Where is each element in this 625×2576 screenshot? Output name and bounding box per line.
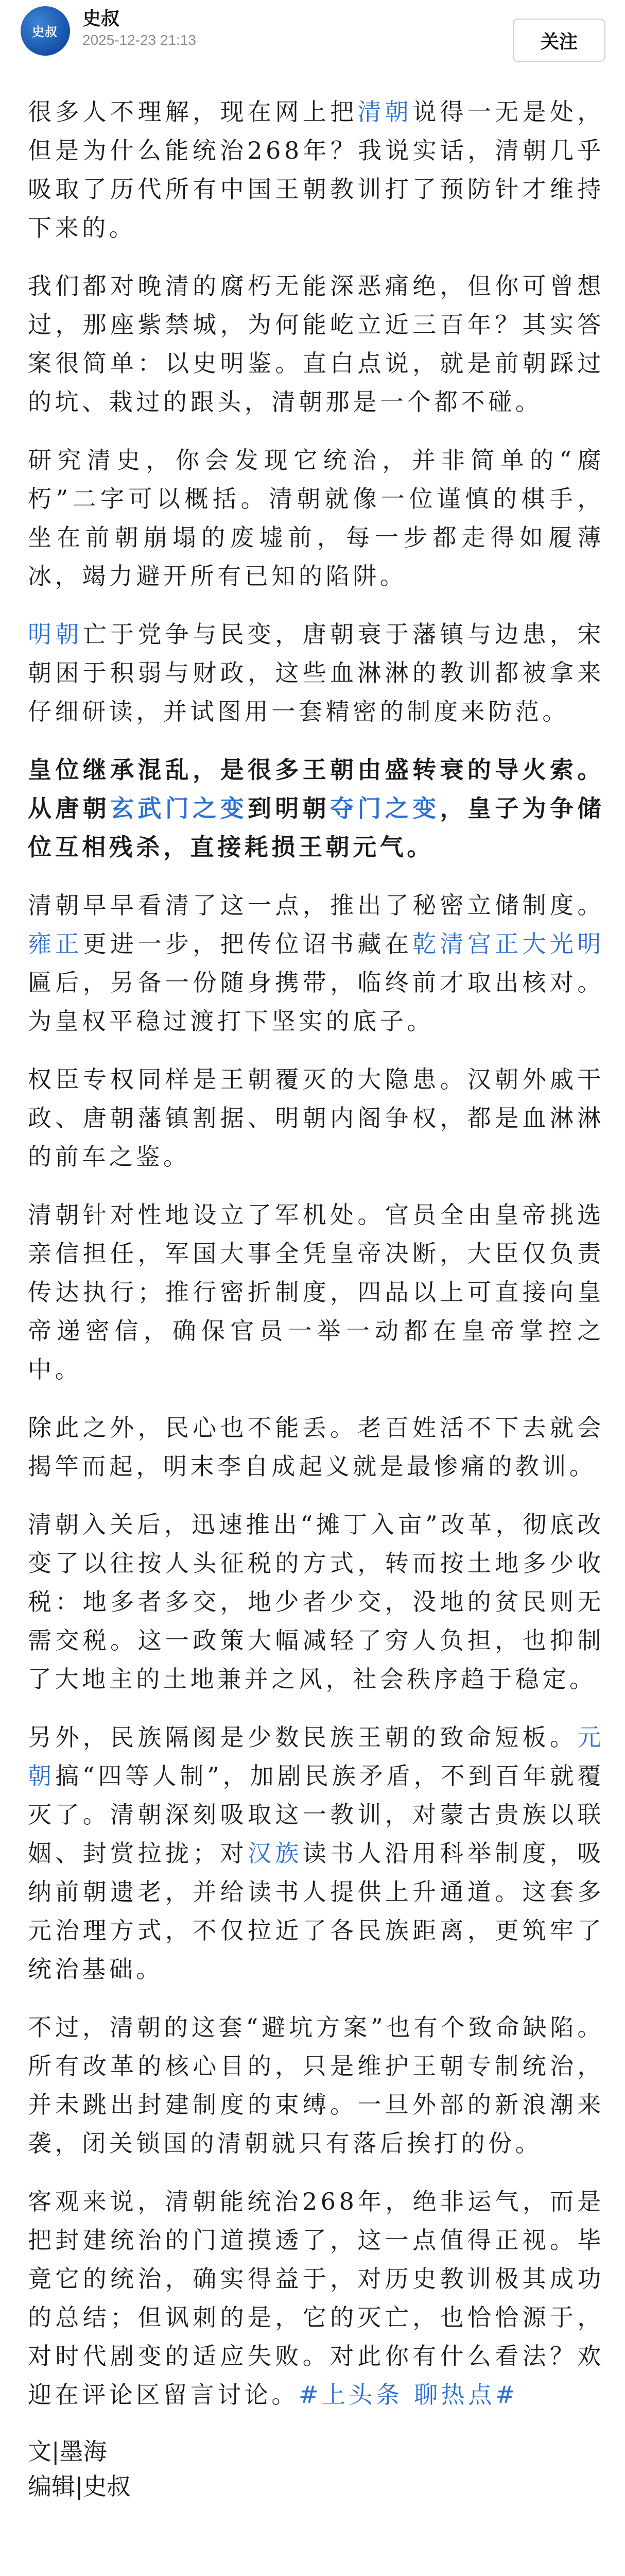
entity-link-qianqinggong[interactable]: 乾清宫正大光明 [412, 930, 605, 958]
paragraph-4 [28, 615, 604, 731]
entity-link-ming[interactable]: 明朝 [28, 620, 83, 648]
byline-editor: 编辑|史叔 [28, 2472, 131, 2500]
paragraph-10: 清朝入关后，迅速推出“摊丁入亩”改革，彻底改变了以往按人头征税的方式，转而按土地多少收税：地多者多交，地少者少交，没地的贫民则无需交税。这一政策大幅减轻了穷人负担，也抑制了大地主的土地兼并之风，社会秩序趋于稳定。 [28, 1511, 604, 1693]
article-body [28, 93, 604, 2504]
entity-link-yongzheng[interactable]: 雍正 [28, 930, 83, 958]
author-name[interactable]: 史叔 [82, 8, 120, 29]
text: 客观来说，清朝能统治268年，绝非运气，而是把封建统治的门道摸透了，这一点值得正视。毕竟它的统治，确实得益于，对历史教训极其成功的总结；但讽刺的是，它的灭亡，也恰恰源于，对时代剧变的适应失败。对此你有什么看法？欢迎在评论区留言讨论。 [28, 2188, 604, 2409]
paragraph-12: 不过，清朝的这套“避坑方案”也有个致命缺陷。所有改革的核心目的，只是维护王朝专制统治，并未跳出封建制度的束缚。一旦外部的新浪潮来袭，闭关锁国的清朝就只有落后挨打的份。 [28, 2013, 604, 2157]
text: ，皇子为争储位互相残杀，直接耗损王朝元气。 [28, 794, 604, 861]
author-avatar[interactable] [21, 6, 70, 56]
text: 很多人不理解，现在网上把 [28, 98, 358, 126]
follow-button[interactable]: 关注 [513, 19, 605, 62]
text: 说得一无是处，但是为什么能统治268年？我说实话，清朝几乎吸取了历代所有中国王朝教训打了预防针才维持下来的。 [28, 98, 605, 242]
text: 读书人沿用科举制度，吸纳前朝遗老，并给读书人提供上升通道。这套多元治理方式，不仅拉近了各民族距离，更筑牢了统治基础。 [28, 1839, 604, 1983]
paragraph-11 [28, 1718, 604, 1989]
text: 清朝早早看清了这一点，推出了秘密立储制度。 [28, 891, 604, 919]
entity-link-duomen[interactable]: 夺门之变 [330, 794, 440, 822]
paragraph-6 [28, 886, 604, 1041]
entity-link-hanzu[interactable]: 汉族 [247, 1839, 303, 1867]
paragraph-13 [28, 2182, 604, 2414]
hashtag-link[interactable]: #上头条 聊热点# [299, 2381, 519, 2409]
paragraph-7: 权臣专权同样是王朝覆灭的大隐患。汉朝外戚干政、唐朝藩镇割据、明朝内阁争权，都是血淋淋的前车之鉴。 [28, 1065, 604, 1171]
paragraph-2: 我们都对晚清的腐朽无能深恶痛绝，但你可曾想过，那座紫禁城，为何能屹立近三百年？其实答案很简单：以史明鉴。直白点说，就是前朝踩过的坑、栽过的跟头，清朝那是一个都不碰。 [28, 272, 604, 416]
text: 另外，民族隔阂是少数民族王朝的致命短板。 [28, 1723, 578, 1751]
text: 匾后，另备一份随身携带，临终前才取出核对。为皇权平稳过渡打下坚实的底子。 [28, 969, 604, 1035]
text: 到明朝 [247, 794, 331, 822]
byline-writer: 文|墨海 [28, 2437, 107, 2465]
paragraph-8: 清朝针对性地设立了军机处。官员全由皇帝挑选亲信担任，军国大事全凭皇帝决断，大臣仅负责传达执行；推行密折制度，四品以上可直接向皇帝递密信，确保官员一举一动都在皇帝掌控之中。 [28, 1201, 604, 1383]
article-header [0, 0, 625, 93]
paragraph-5 [28, 751, 604, 867]
text: 皇位继承混乱，是很多王朝由盛转衰的导火索。从唐朝 [28, 756, 604, 822]
paragraph-1 [28, 93, 604, 247]
paragraph-9: 除此之外，民心也不能丢。老百姓活不下去就会揭竿而起，明末李自成起义就是最惨痛的教训。 [28, 1414, 604, 1480]
entity-link-qing[interactable]: 清朝 [357, 98, 413, 126]
entity-link-xuanwumen[interactable]: 玄武门之变 [110, 794, 248, 822]
text: 更进一步，把传位诏书藏在 [82, 930, 413, 958]
text: 亡于党争与民变，唐朝衰于藩镇与边患，宋朝困于积弱与财政，这些血淋淋的教训都被拿来仔细研读，并试图用一套精密的制度来防范。 [28, 620, 605, 725]
text: 搞“四等人制”，加剧民族矛盾，不到百年就覆灭了。清朝深刻吸取这一教训，对蒙古贵族以联姻、封赏拉拢；对 [28, 1762, 604, 1867]
entity-link-yuan[interactable]: 元朝 [28, 1723, 604, 1790]
paragraph-3: 研究清史，你会发现它统治，并非简单的“腐朽”二字可以概括。清朝就像一位谨慎的棋手，坐在前朝崩塌的废墟前，每一步都走得如履薄冰，竭力避开所有已知的陷阱。 [28, 446, 604, 590]
avatar-badge-text: 史叔 [32, 25, 58, 39]
publish-timestamp: 2025-12-23 21:13 [82, 32, 197, 48]
